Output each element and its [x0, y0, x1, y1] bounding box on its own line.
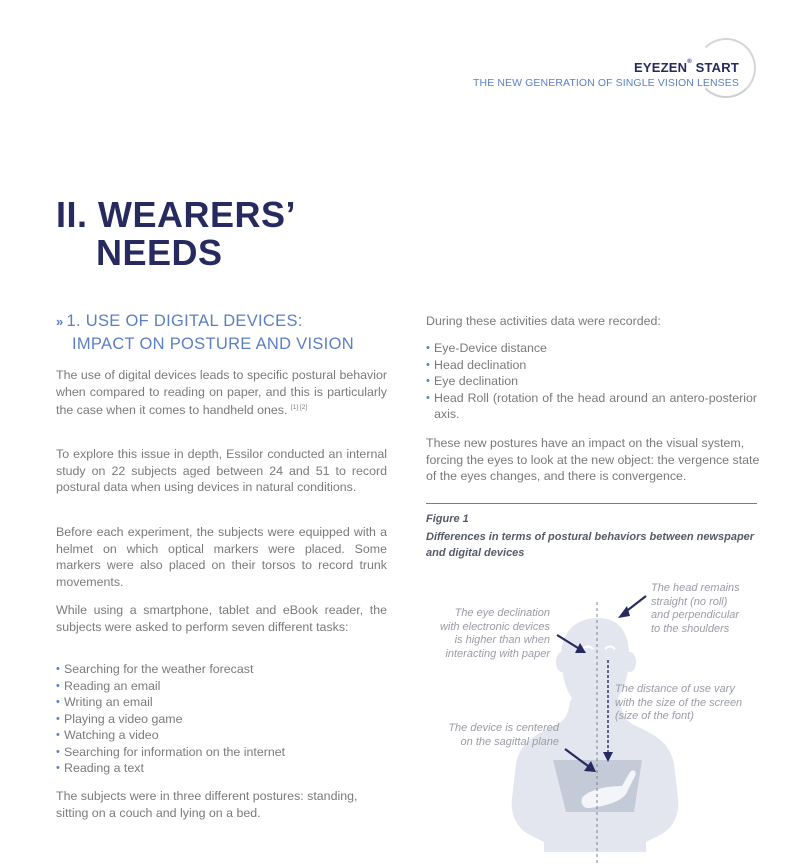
tasks-list: [56, 661, 387, 777]
brand-name: EYEZEN: [633, 60, 688, 75]
list-item: • Head declination: [426, 357, 757, 374]
paragraph-study: To explore this issue in depth, Essilor conducted an internal study on 22 subjects aged between 24 and 51 to record postural data when using devices in natural conditions.: [56, 447, 387, 494]
chevron-icon: »: [56, 314, 64, 329]
list-item: • Searching for the weather forecast: [56, 661, 387, 678]
list-item: • Playing a video game: [56, 711, 387, 728]
annotation-line: (size of the font): [615, 710, 694, 722]
section-title-line-2: NEEDS: [96, 232, 223, 273]
paragraph-tasks-intro: While using a smartphone, tablet and eBook reader, the subjects were asked to perform seven different tasks:: [56, 603, 387, 634]
section-title-line-1: II. WEARERS’: [56, 194, 297, 235]
product-name: START: [695, 60, 739, 75]
brand-title: [634, 60, 739, 75]
paragraph-visual-impact: These new postures have an impact on the visual system, forcing the eyes to look at the new object: the vergence state of the eyes changes, and there is convergence.: [426, 436, 760, 483]
annotation-device: [420, 722, 559, 749]
annotation-line: with the size of the screen: [615, 696, 743, 709]
registered-mark: ®: [687, 59, 692, 65]
annotation-eye-declination: [420, 607, 550, 661]
paragraph-intro-text: The use of digital devices leads to specific postural behavior when compared to reading on paper, and this is particularly the case when it comes to handheld ones.: [56, 368, 387, 418]
list-item: • Reading a text: [56, 760, 387, 777]
reference-marks: [1] [2]: [290, 404, 308, 411]
paragraph-intro: [56, 367, 387, 419]
paragraph-data-intro: During these activities data were recorded:: [426, 314, 661, 328]
annotation-line: is higher than when: [454, 634, 550, 646]
annotation-distance: [615, 683, 742, 724]
figure-divider: [426, 503, 757, 504]
list-item: • Reading an email: [56, 678, 387, 695]
figure-label: Figure 1: [426, 513, 469, 525]
annotation-line: The distance of use vary: [615, 683, 735, 695]
annotation-line: The eye declination: [454, 607, 550, 619]
head-arrowhead: [618, 606, 630, 618]
annotation-line: to the shoulders: [651, 622, 730, 635]
subsection-heading: [56, 310, 406, 355]
subsection-title-line-2: IMPACT ON POSTURE AND VISION: [72, 335, 354, 353]
annotation-line: The head remains: [651, 582, 740, 594]
left-ear: [556, 652, 568, 672]
paragraph-postures: The subjects were in three different postures: standing, sitting on a couch and lying on a bed.: [56, 789, 358, 820]
subsection-title-line-1: 1. USE OF DIGITAL DEVICES:: [66, 312, 303, 330]
section-title: [56, 196, 296, 272]
right-ear: [624, 652, 636, 672]
annotation-line: The device is centered: [448, 722, 559, 734]
recorded-data-list: [426, 340, 757, 423]
paragraph-helmet: Before each experiment, the subjects were equipped with a helmet on which optical markers were placed. Some markers were also placed on their torsos to record trunk movements.: [56, 525, 387, 589]
list-item: • Eye-Device distance: [426, 340, 757, 357]
annotation-line: on the sagittal plane: [460, 735, 559, 748]
annotation-line: and perpendicular: [651, 609, 740, 621]
annotation-line: with electronic devices: [439, 620, 550, 633]
list-item: • Eye declination: [426, 373, 757, 390]
annotation-line: interacting with paper: [445, 647, 550, 660]
list-item: • Watching a video: [56, 727, 387, 744]
brand-tagline: THE NEW GENERATION OF SINGLE VISION LENSES: [473, 77, 739, 89]
annotation-line: straight (no roll): [651, 595, 728, 608]
list-item: • Head Roll (rotation of the head around an antero-posterior axis.: [426, 390, 757, 423]
figure-caption: Differences in terms of postural behaviors between newspaper and digital devices: [426, 531, 755, 559]
list-item: • Writing an email: [56, 694, 387, 711]
list-item: • Searching for information on the internet: [56, 744, 387, 761]
annotation-head: [651, 582, 740, 636]
